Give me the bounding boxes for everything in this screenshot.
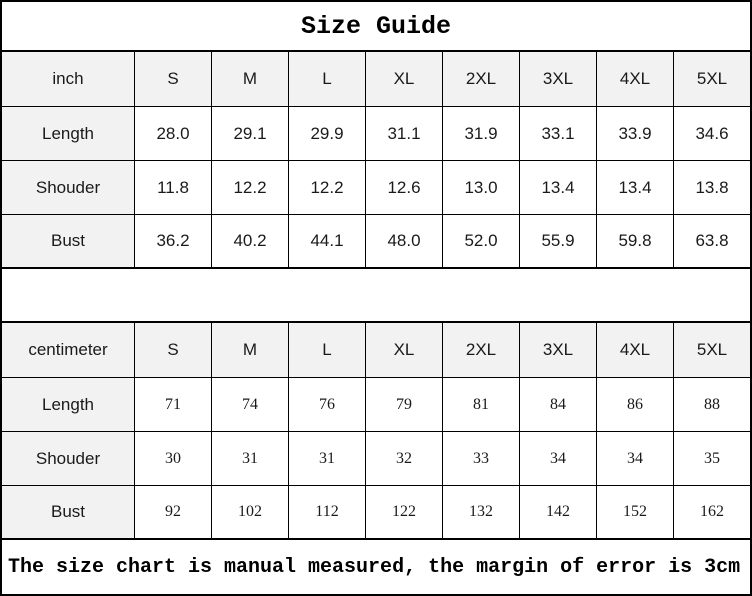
size-column-header: L (289, 323, 366, 378)
size-column-header: 5XL (674, 323, 750, 378)
table-row (2, 378, 750, 432)
table-row (2, 432, 750, 486)
value-cell: 33.1 (520, 107, 597, 161)
value-cell: 76 (289, 378, 366, 432)
value-cell: 13.4 (520, 161, 597, 215)
value-cell: 92 (135, 486, 212, 540)
value-cell: 112 (289, 486, 366, 540)
value-cell: 13.8 (674, 161, 750, 215)
value-cell: 34 (597, 432, 674, 486)
size-column-header: M (212, 323, 289, 378)
value-cell: 30 (135, 432, 212, 486)
value-cell: 32 (366, 432, 443, 486)
size-column-header: 3XL (520, 52, 597, 107)
value-cell: 44.1 (289, 215, 366, 269)
value-cell: 84 (520, 378, 597, 432)
size-column-header: 2XL (443, 323, 520, 378)
page-title: Size Guide (2, 2, 750, 52)
value-cell: 81 (443, 378, 520, 432)
inch-table (2, 52, 750, 269)
value-cell: 28.0 (135, 107, 212, 161)
value-cell: 29.1 (212, 107, 289, 161)
value-cell: 36.2 (135, 215, 212, 269)
value-cell: 142 (520, 486, 597, 540)
value-cell: 102 (212, 486, 289, 540)
value-cell: 13.0 (443, 161, 520, 215)
size-column-header: S (135, 52, 212, 107)
row-label: Bust (2, 215, 135, 269)
size-column-header: L (289, 52, 366, 107)
table-row (2, 161, 750, 215)
value-cell: 29.9 (289, 107, 366, 161)
value-cell: 31.9 (443, 107, 520, 161)
inch-header-row (2, 52, 750, 107)
value-cell: 31 (289, 432, 366, 486)
unit-header-cell: inch (2, 52, 135, 107)
value-cell: 79 (366, 378, 443, 432)
value-cell: 33 (443, 432, 520, 486)
table-row (2, 486, 750, 540)
value-cell: 40.2 (212, 215, 289, 269)
centimeter-header-row (2, 323, 750, 378)
value-cell: 12.2 (289, 161, 366, 215)
value-cell: 132 (443, 486, 520, 540)
row-label: Length (2, 107, 135, 161)
centimeter-table (2, 323, 750, 540)
value-cell: 31.1 (366, 107, 443, 161)
size-column-header: 5XL (674, 52, 750, 107)
size-column-header: M (212, 52, 289, 107)
value-cell: 88 (674, 378, 750, 432)
value-cell: 31 (212, 432, 289, 486)
size-column-header: 4XL (597, 52, 674, 107)
unit-header-cell: centimeter (2, 323, 135, 378)
size-column-header: S (135, 323, 212, 378)
value-cell: 11.8 (135, 161, 212, 215)
value-cell: 86 (597, 378, 674, 432)
table-row (2, 215, 750, 269)
size-column-header: XL (366, 52, 443, 107)
value-cell: 12.6 (366, 161, 443, 215)
value-cell: 63.8 (674, 215, 750, 269)
value-cell: 48.0 (366, 215, 443, 269)
footer-note: The size chart is manual measured, the margin of error is 3cm (8, 555, 741, 579)
value-cell: 71 (135, 378, 212, 432)
value-cell: 34 (520, 432, 597, 486)
value-cell: 59.8 (597, 215, 674, 269)
size-column-header: XL (366, 323, 443, 378)
value-cell: 13.4 (597, 161, 674, 215)
row-label: Bust (2, 486, 135, 540)
value-cell: 52.0 (443, 215, 520, 269)
value-cell: 35 (674, 432, 750, 486)
value-cell: 33.9 (597, 107, 674, 161)
value-cell: 162 (674, 486, 750, 540)
value-cell: 12.2 (212, 161, 289, 215)
table-row (2, 107, 750, 161)
row-label: Shouder (2, 432, 135, 486)
value-cell: 74 (212, 378, 289, 432)
value-cell: 152 (597, 486, 674, 540)
spacer-row (2, 269, 750, 323)
size-column-header: 3XL (520, 323, 597, 378)
row-label: Length (2, 378, 135, 432)
value-cell: 55.9 (520, 215, 597, 269)
row-label: Shouder (2, 161, 135, 215)
size-column-header: 2XL (443, 52, 520, 107)
size-column-header: 4XL (597, 323, 674, 378)
value-cell: 122 (366, 486, 443, 540)
value-cell: 34.6 (674, 107, 750, 161)
